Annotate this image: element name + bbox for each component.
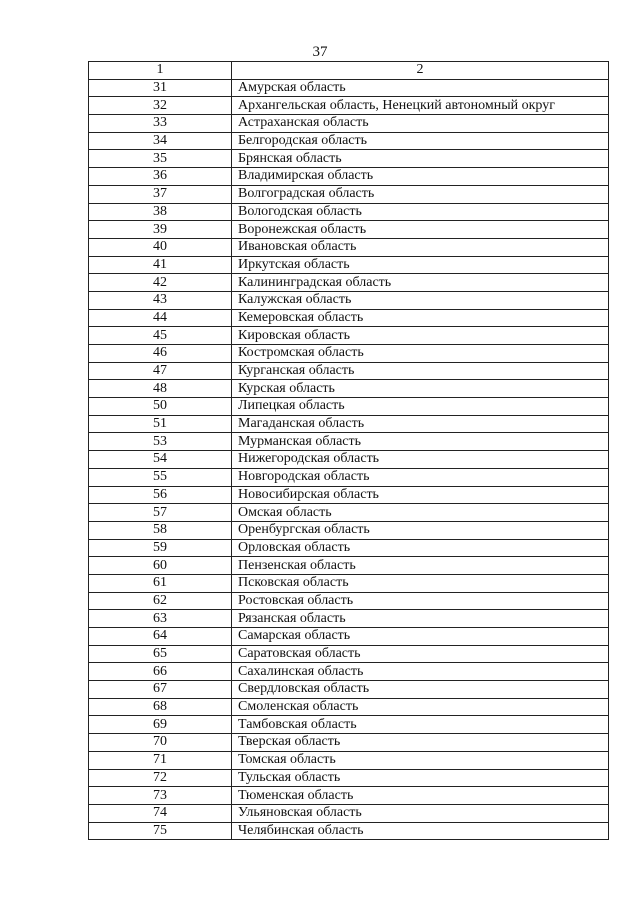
table-row — [89, 115, 609, 133]
table-body — [89, 79, 609, 840]
region-name: Астраханская область — [232, 115, 609, 133]
table-row — [89, 132, 609, 150]
row-number: 66 — [89, 663, 232, 681]
row-number: 59 — [89, 539, 232, 557]
row-number: 69 — [89, 716, 232, 734]
row-number: 34 — [89, 132, 232, 150]
table-row — [89, 698, 609, 716]
table-row — [89, 238, 609, 256]
table-row — [89, 787, 609, 805]
table-row — [89, 628, 609, 646]
region-name: Костромская область — [232, 345, 609, 363]
table-row — [89, 398, 609, 416]
region-name: Курганская область — [232, 362, 609, 380]
table-row — [89, 681, 609, 699]
row-number: 31 — [89, 79, 232, 97]
region-name: Смоленская область — [232, 698, 609, 716]
row-number: 67 — [89, 681, 232, 699]
row-number: 64 — [89, 628, 232, 646]
table-row — [89, 645, 609, 663]
table-row — [89, 610, 609, 628]
region-name: Магаданская область — [232, 415, 609, 433]
region-name: Вологодская область — [232, 203, 609, 221]
region-name: Волгоградская область — [232, 185, 609, 203]
row-number: 37 — [89, 185, 232, 203]
table-row — [89, 97, 609, 115]
row-number: 32 — [89, 97, 232, 115]
row-number: 61 — [89, 574, 232, 592]
region-name: Тульская область — [232, 769, 609, 787]
row-number: 63 — [89, 610, 232, 628]
region-name: Челябинская область — [232, 822, 609, 840]
row-number: 75 — [89, 822, 232, 840]
table-row — [89, 362, 609, 380]
row-number: 41 — [89, 256, 232, 274]
row-number: 38 — [89, 203, 232, 221]
table-row — [89, 168, 609, 186]
table-row — [89, 804, 609, 822]
table-row — [89, 574, 609, 592]
table-row — [89, 822, 609, 840]
table-row — [89, 415, 609, 433]
region-name: Калининградская область — [232, 274, 609, 292]
row-number: 70 — [89, 734, 232, 752]
table-row — [89, 521, 609, 539]
row-number: 33 — [89, 115, 232, 133]
row-number: 39 — [89, 221, 232, 239]
region-name: Саратовская область — [232, 645, 609, 663]
row-number: 44 — [89, 309, 232, 327]
row-number: 48 — [89, 380, 232, 398]
table-row — [89, 486, 609, 504]
row-number: 53 — [89, 433, 232, 451]
region-name: Ульяновская область — [232, 804, 609, 822]
table-row — [89, 185, 609, 203]
table-row — [89, 79, 609, 97]
region-name: Амурская область — [232, 79, 609, 97]
row-number: 62 — [89, 592, 232, 610]
region-name: Самарская область — [232, 628, 609, 646]
row-number: 35 — [89, 150, 232, 168]
table-row — [89, 734, 609, 752]
table-row — [89, 663, 609, 681]
table-row — [89, 769, 609, 787]
row-number: 45 — [89, 327, 232, 345]
region-name: Архангельская область, Ненецкий автономный округ — [232, 97, 609, 115]
row-number: 73 — [89, 787, 232, 805]
region-name: Новосибирская область — [232, 486, 609, 504]
row-number: 74 — [89, 804, 232, 822]
table-row — [89, 256, 609, 274]
region-name: Нижегородская область — [232, 451, 609, 469]
region-name: Пензенская область — [232, 557, 609, 575]
region-name: Омская область — [232, 504, 609, 522]
region-name: Воронежская область — [232, 221, 609, 239]
row-number: 65 — [89, 645, 232, 663]
region-name: Кемеровская область — [232, 309, 609, 327]
table-row — [89, 557, 609, 575]
region-name: Липецкая область — [232, 398, 609, 416]
row-number: 60 — [89, 557, 232, 575]
region-name: Свердловская область — [232, 681, 609, 699]
region-name: Владимирская область — [232, 168, 609, 186]
row-number: 68 — [89, 698, 232, 716]
region-name: Орловская область — [232, 539, 609, 557]
column-header-region: 2 — [232, 62, 609, 80]
region-name: Псковская область — [232, 574, 609, 592]
region-name: Иркутская область — [232, 256, 609, 274]
row-number: 72 — [89, 769, 232, 787]
region-name: Томская область — [232, 751, 609, 769]
row-number: 36 — [89, 168, 232, 186]
table-row — [89, 345, 609, 363]
region-name: Тамбовская область — [232, 716, 609, 734]
table-row — [89, 274, 609, 292]
region-name: Курская область — [232, 380, 609, 398]
row-number: 51 — [89, 415, 232, 433]
table-row — [89, 327, 609, 345]
row-number: 43 — [89, 291, 232, 309]
row-number: 40 — [89, 238, 232, 256]
table-row — [89, 309, 609, 327]
row-number: 54 — [89, 451, 232, 469]
table-row — [89, 504, 609, 522]
table-row — [89, 291, 609, 309]
table-row — [89, 150, 609, 168]
region-name: Тверская область — [232, 734, 609, 752]
region-name: Оренбургская область — [232, 521, 609, 539]
row-number: 46 — [89, 345, 232, 363]
region-name: Брянская область — [232, 150, 609, 168]
table-row — [89, 539, 609, 557]
region-name: Мурманская область — [232, 433, 609, 451]
table-row — [89, 433, 609, 451]
region-name: Кировская область — [232, 327, 609, 345]
row-number: 71 — [89, 751, 232, 769]
region-name: Ростовская область — [232, 592, 609, 610]
region-name: Новгородская область — [232, 468, 609, 486]
regions-table — [88, 61, 609, 840]
page-number: 37 — [312, 44, 328, 60]
table-row — [89, 451, 609, 469]
region-name: Сахалинская область — [232, 663, 609, 681]
table-row — [89, 380, 609, 398]
table-row — [89, 468, 609, 486]
table-header-row — [89, 62, 609, 80]
row-number: 57 — [89, 504, 232, 522]
table-row — [89, 716, 609, 734]
column-header-number: 1 — [89, 62, 232, 80]
row-number: 56 — [89, 486, 232, 504]
region-name: Рязанская область — [232, 610, 609, 628]
region-name: Калужская область — [232, 291, 609, 309]
table-row — [89, 751, 609, 769]
table-row — [89, 221, 609, 239]
region-name: Белгородская область — [232, 132, 609, 150]
row-number: 42 — [89, 274, 232, 292]
region-name: Тюменская область — [232, 787, 609, 805]
row-number: 55 — [89, 468, 232, 486]
table-row — [89, 203, 609, 221]
table-row — [89, 592, 609, 610]
row-number: 58 — [89, 521, 232, 539]
region-name: Ивановская область — [232, 238, 609, 256]
row-number: 47 — [89, 362, 232, 380]
row-number: 50 — [89, 398, 232, 416]
